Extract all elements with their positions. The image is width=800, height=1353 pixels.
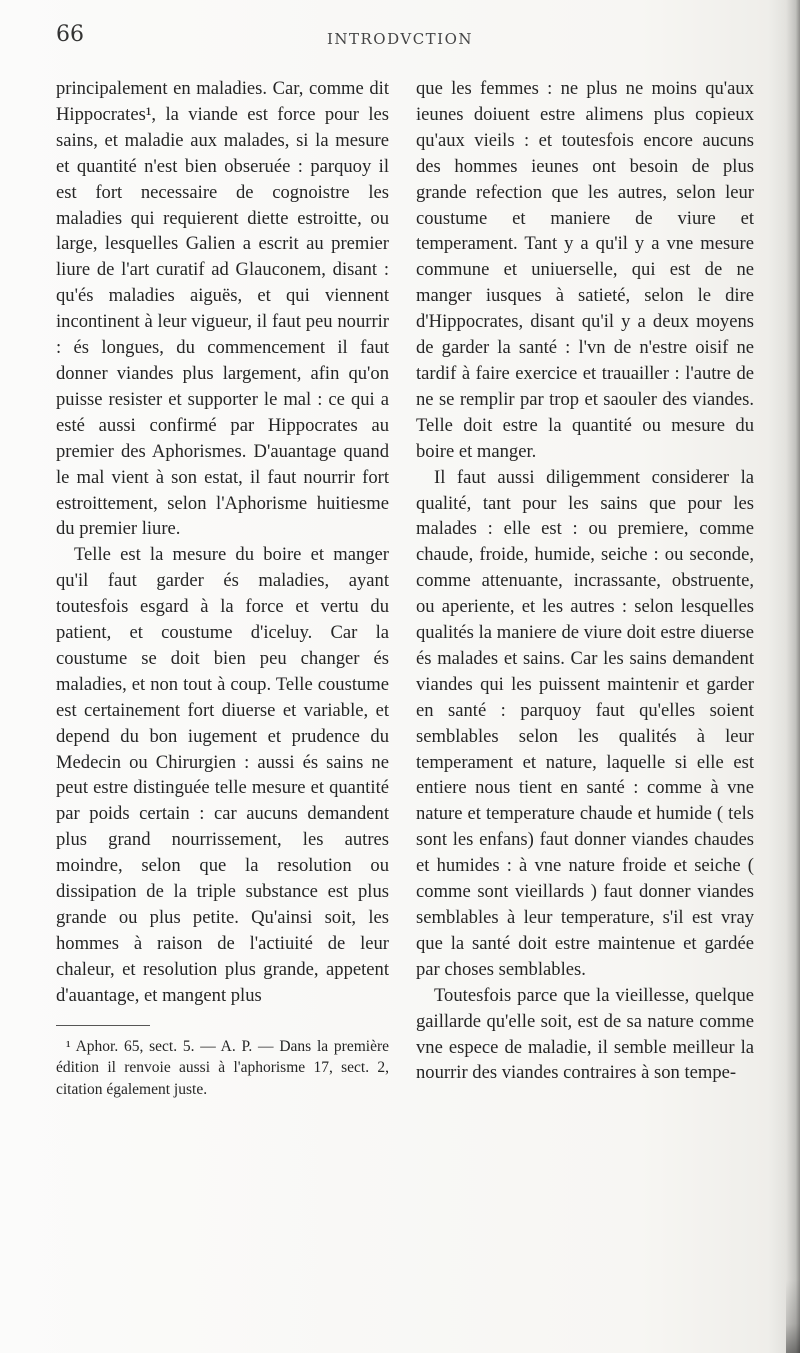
- page-edge-shadow: [786, 0, 800, 1353]
- footnote: ¹ Aphor. 65, sect. 5. — A. P. — Dans la première édition il renvoie aussi à l'aphorisme 17, sect. 2, citation également juste.: [56, 1037, 389, 1098]
- right-column: [416, 76, 754, 1086]
- right-paragraph-1: que les femmes : ne plus ne moins qu'aux ieunes doiuent estre alimens plus copieux qu'aux vieils : et toutesfois encore aucuns des hommes ieunes ont besoin de plus grande refection que les autres, selon leur coustume et maniere de viure et temperament. Tant y a qu'il y a vne mesure commune et uniuerselle, qui est de ne manger iusques à satieté, selon le dire d'Hippocrates, disant qu'il y a deux moyens de garder la santé : l'vn de n'estre oisif ne tardif à faire exercice et trauailler : l'autre de ne se remplir par trop et saouler des viandes. Telle doit estre la quantité ou mesure du boire et manger.: [416, 78, 754, 462]
- right-paragraph-3: Toutesfois parce que la vieillesse, quelque gaillarde qu'elle soit, est de sa nature comme vne espece de maladie, il semble meilleur la nourrir des viandes contraires à son tempe-: [416, 984, 754, 1084]
- left-paragraph-1: principalement en maladies. Car, comme dit Hippocrates¹, la viande est force pour les sains, et maladie aux malades, si la mesure et quantité n'est bien obseruée : parquoy il est fort necessaire de cognoistre les maladies qui requierent diette estroitte, ou large, lesquelles Galien a escrit au premier liure de l'art curatif ad Glauconem, disant : qu'és maladies aiguës, et qui viennent incontinent à leur vigueur, il faut peu nourrir : és longues, du commencement il faut donner viandes plus largement, afin qu'on puisse resister et supporter le mal : ce qui a esté aussi confirmé par Hippocrates au premier des Aphorismes. D'auantage quand le mal vient à son estat, il faut nourrir fort estroittement, selon l'Aphorisme huitiesme du premier liure.: [56, 78, 389, 540]
- left-paragraph-2: Telle est la mesure du boire et manger qu'il faut garder és maladies, ayant toutesfois esgard à la force et vertu du patient, et coustume d'iceluy. Car la coustume se doit bien peu changer és maladies, et non tout à coup. Telle coustume est certainement fort diuerse et variable, et depend du bon iugement et prudence du Medecin ou Chirurgien : aussi és sains ne peut estre distinguée telle mesure et quantité par poids certain : car aucuns demandent plus grand nourrissement, les autres moindre, selon que la resolution ou dissipation de la triple substance est plus grande ou plus petite. Qu'ainsi soit, les hommes à raison de l'actiuité de leur chaleur, et resolution plus grande, appetent d'auantage, et mangent plus: [56, 544, 389, 1006]
- left-column: [56, 76, 389, 1100]
- page-number: 66: [56, 22, 84, 47]
- footnote-divider: [56, 1025, 150, 1026]
- page-corner-shadow: [786, 1280, 800, 1353]
- running-head: INTRODVCTION: [326, 30, 474, 48]
- right-paragraph-2: Il faut aussi diligemment considerer la qualité, tant pour les sains que pour les malades : elle est : ou premiere, comme chaude, froide, humide, seiche : ou seconde, comme attenuante, incrassante, obstruente, ou aperiente, et les autres : selon lesquelles qualités la maniere de viure doit estre diuerse és malades et sains. Car les sains demandent viandes qui les puissent maintenir et garder en santé : parquoy faut qu'elles soient semblables selon les qualités à leur temperament et nature, laquelle si elle est entiere nous tient en santé : comme à vne nature et temperature chaude et humide ( tels sont les enfans) faut donner viandes chaudes et humides : à vne nature froide et seiche ( comme sont vieillards ) faut donner viandes semblables à leur temperature, s'il est vray que la santé doit estre maintenue et gardée par choses semblables.: [416, 466, 754, 980]
